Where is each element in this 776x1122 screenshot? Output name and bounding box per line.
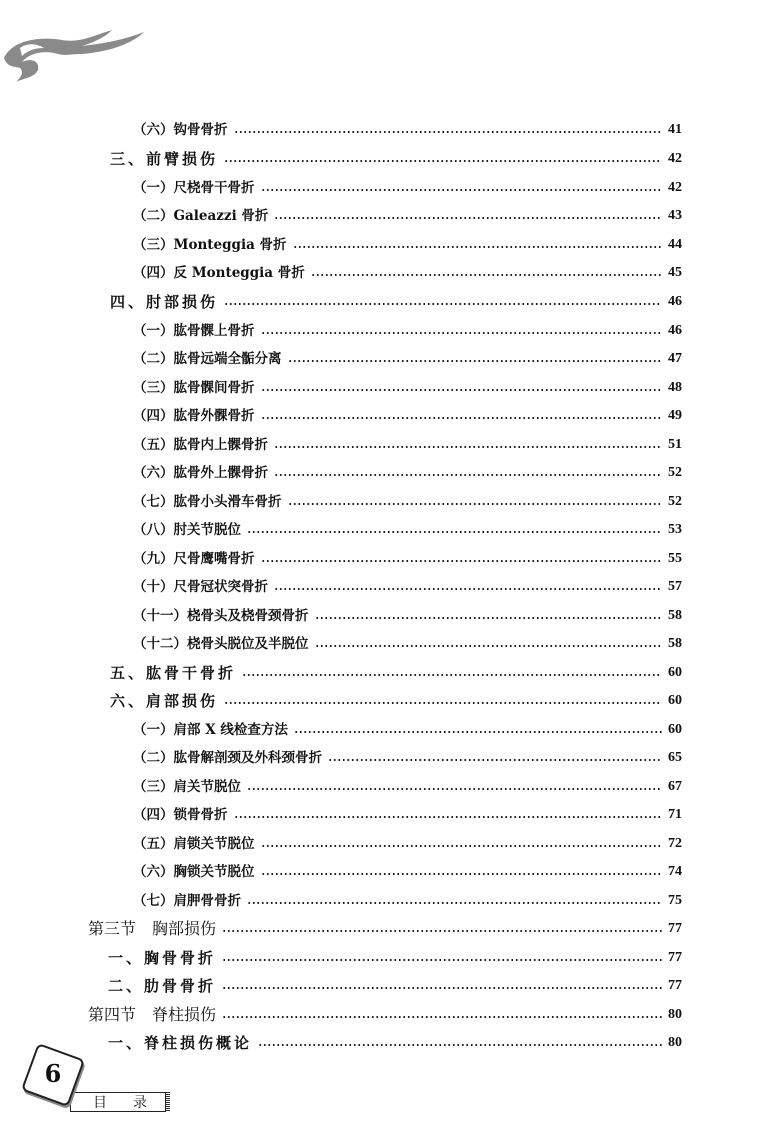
toc-entry-page-number: 44 (668, 237, 682, 252)
toc-entry[interactable] (133, 718, 686, 742)
toc-entry[interactable] (133, 518, 686, 542)
dot-leader (288, 360, 663, 362)
toc-entry[interactable] (108, 1031, 686, 1055)
dot-leader (247, 902, 662, 904)
dot-leader (222, 1016, 662, 1018)
toc-entry[interactable] (133, 775, 686, 799)
toc-entry-page-number: 53 (668, 522, 682, 537)
dot-leader (234, 816, 663, 818)
toc-entry-title: 一、胸骨骨折 (108, 949, 217, 967)
toc-entry[interactable] (133, 176, 686, 200)
toc-entry-title: （十）尺骨冠状突骨折 (133, 579, 268, 595)
dot-leader (222, 987, 662, 989)
toc-entry-title: 第四节 脊柱损伤 (88, 1005, 217, 1024)
toc-entry-title: （二）肱骨远端全骺分离 (133, 351, 282, 367)
toc-entry-title: 一、脊柱损伤概论 (108, 1034, 253, 1052)
dot-leader (274, 217, 662, 219)
toc-entry-page-number: 55 (668, 551, 682, 566)
page-number: 6 (44, 1059, 62, 1088)
toc-entry-page-number: 46 (668, 294, 682, 309)
dot-leader (294, 731, 662, 733)
toc-entry-title: （一）尺桡骨干骨折 (133, 180, 255, 196)
dot-leader (261, 873, 663, 875)
dot-leader (242, 674, 662, 676)
toc-entry-page-number: 47 (668, 351, 682, 366)
toc-entry-page-number: 60 (668, 722, 682, 737)
dot-leader (261, 417, 663, 419)
section-label-char-1: 目 (93, 1095, 107, 1111)
toc-entry-page-number: 60 (668, 665, 682, 680)
toc-entry-page-number: 77 (668, 950, 682, 965)
toc-entry-title: （四）锁骨骨折 (133, 807, 228, 823)
toc-entry[interactable] (133, 889, 686, 913)
toc-entry-page-number: 75 (668, 893, 682, 908)
toc-entry-page-number: 52 (668, 465, 682, 480)
toc-entry-page-number: 43 (668, 208, 682, 223)
dot-leader (224, 702, 662, 704)
toc-entry-title: （二）肱骨解剖颈及外科颈骨折 (133, 750, 322, 766)
toc-entry-title: （十二）桡骨头脱位及半脱位 (133, 636, 309, 652)
dot-leader (315, 645, 663, 647)
toc-entry[interactable] (133, 118, 686, 142)
toc-entry-page-number: 46 (668, 323, 682, 338)
section-label-char-2: 录 (133, 1095, 147, 1111)
page-badge (12, 1040, 162, 1120)
toc-entry[interactable] (133, 547, 686, 571)
toc-entry-page-number: 49 (668, 408, 682, 423)
toc-entry[interactable] (133, 746, 686, 770)
toc-entry[interactable] (133, 347, 686, 371)
toc-entry[interactable] (110, 147, 686, 171)
section-label-bar (70, 1092, 166, 1112)
toc-entry-title: 三、前臂损伤 (110, 150, 219, 168)
toc-entry[interactable] (88, 917, 686, 941)
toc-entry[interactable] (133, 632, 686, 656)
toc-entry-title: （三）Monteggia 骨折 (133, 237, 287, 253)
toc-entry[interactable] (108, 974, 686, 998)
toc-entry-title: （六）胸锁关节脱位 (133, 864, 255, 880)
dot-leader (261, 845, 663, 847)
toc-entry-title: （一）肱骨髁上骨折 (133, 323, 255, 339)
toc-entry[interactable] (133, 490, 686, 514)
toc-entry-page-number: 65 (668, 750, 682, 765)
toc-entry-title: （一）肩部 X 线检查方法 (133, 722, 288, 738)
toc-entry-page-number: 48 (668, 380, 682, 395)
toc-entry-title: （十一）桡骨头及桡骨颈骨折 (133, 608, 309, 624)
toc-entry-page-number: 41 (668, 122, 682, 137)
dot-leader (224, 160, 662, 162)
toc-entry-title: （四）反 Monteggia 骨折 (133, 265, 305, 281)
toc-entry[interactable] (108, 946, 686, 970)
toc-entry-title: （七）肩胛骨骨折 (133, 893, 241, 909)
toc-entry[interactable] (133, 803, 686, 827)
toc-entry[interactable] (133, 233, 686, 257)
toc-entry[interactable] (133, 832, 686, 856)
toc-entry[interactable] (133, 376, 686, 400)
toc-entry-title: 第三节 胸部损伤 (88, 919, 217, 938)
toc-entry-title: （三）肩关节脱位 (133, 779, 241, 795)
toc-entry[interactable] (133, 404, 686, 428)
toc-entry-title: 六、肩部损伤 (110, 692, 219, 710)
dot-leader (293, 246, 662, 248)
toc-entry-page-number: 77 (668, 978, 682, 993)
toc-entry-page-number: 60 (668, 693, 682, 708)
toc-entry[interactable] (110, 661, 686, 685)
dot-leader (258, 1044, 662, 1046)
toc-entry-title: （七）肱骨小头滑车骨折 (133, 494, 282, 510)
toc-entry-page-number: 77 (668, 921, 682, 936)
flame-swirl-logo-icon (0, 18, 150, 88)
toc-entry-page-number: 52 (668, 494, 682, 509)
dot-leader (328, 759, 662, 761)
toc-entry[interactable] (133, 575, 686, 599)
toc-entry[interactable] (133, 319, 686, 343)
dot-leader (274, 446, 662, 448)
dot-leader (224, 303, 662, 305)
toc-entry[interactable] (133, 461, 686, 485)
toc-entry-title: 四、肘部损伤 (110, 293, 219, 311)
toc-entry-title: （六）肱骨外上髁骨折 (133, 465, 268, 481)
toc-entry-title: （八）肘关节脱位 (133, 522, 241, 538)
dot-leader (222, 930, 662, 932)
dot-leader (222, 959, 662, 961)
toc-entry-title: 二、肋骨骨折 (108, 977, 217, 995)
dot-leader (234, 131, 663, 133)
dot-leader (261, 332, 663, 334)
dot-leader (261, 560, 663, 562)
toc-entry[interactable] (133, 860, 686, 884)
toc-entry-page-number: 71 (668, 807, 682, 822)
toc-entry-title: （五）肱骨内上髁骨折 (133, 437, 268, 453)
toc-entry[interactable] (110, 290, 686, 314)
toc-entry-page-number: 42 (668, 151, 682, 166)
toc-entry[interactable] (88, 1003, 686, 1027)
toc-entry-title: （九）尺骨鹰嘴骨折 (133, 551, 255, 567)
toc-entry-page-number: 45 (668, 265, 682, 280)
dot-leader (274, 474, 662, 476)
toc-entry[interactable] (133, 204, 686, 228)
dot-leader (288, 503, 663, 505)
toc-entry-page-number: 42 (668, 180, 682, 195)
toc-entry-page-number: 51 (668, 437, 682, 452)
toc-entry[interactable] (133, 433, 686, 457)
toc-entry-title: （四）肱骨外髁骨折 (133, 408, 255, 424)
dot-leader (261, 189, 663, 191)
toc-entry-page-number: 80 (668, 1035, 682, 1050)
dot-leader (311, 274, 662, 276)
toc-entry-page-number: 58 (668, 636, 682, 651)
decorative-ticks (166, 1092, 170, 1112)
toc-entry-title: （六）钩骨骨折 (133, 122, 228, 138)
toc-entry-page-number: 57 (668, 579, 682, 594)
toc-entry-page-number: 80 (668, 1007, 682, 1022)
toc-entry[interactable] (133, 604, 686, 628)
toc-entry-title: 五、肱骨干骨折 (110, 664, 237, 682)
toc-entry[interactable] (110, 689, 686, 713)
dot-leader (315, 617, 663, 619)
toc-entry-page-number: 58 (668, 608, 682, 623)
toc-entry[interactable] (133, 261, 686, 285)
toc-entry-title: （五）肩锁关节脱位 (133, 836, 255, 852)
toc-entry-page-number: 72 (668, 836, 682, 851)
dot-leader (247, 531, 662, 533)
toc-entry-page-number: 74 (668, 864, 682, 879)
dot-leader (261, 389, 663, 391)
dot-leader (274, 588, 662, 590)
dot-leader (247, 788, 662, 790)
toc-entry-title: （三）肱骨髁间骨折 (133, 380, 255, 396)
toc-entry-page-number: 67 (668, 779, 682, 794)
toc-entry-title: （二）Galeazzi 骨折 (133, 208, 269, 224)
